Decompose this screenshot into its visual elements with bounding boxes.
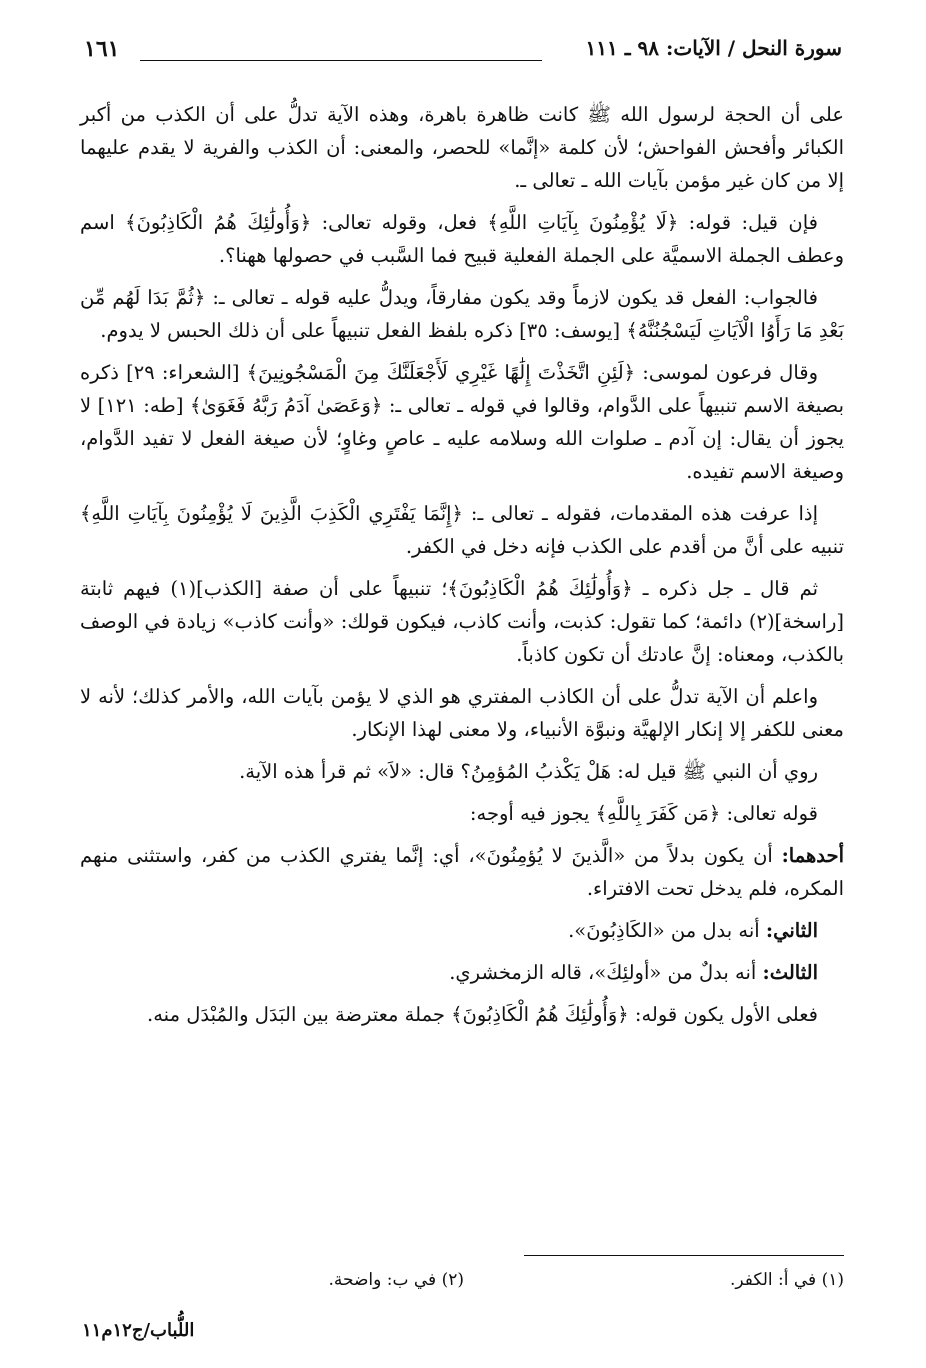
closing-paragraph: فعلى الأول يكون قوله: ﴿وَأُولَٰئِكَ هُمُ الْكَاذِبُونَ﴾ جملة معترضة بين البَدَل والمُبْدَل منه. [147, 1003, 818, 1026]
signature-mark: اللُّباب/ج١٢م١١ [82, 1320, 195, 1341]
paragraph-3: فالجواب: الفعل قد يكون لازماً وقد يكون مفارقاً، ويدلُّ عليه قوله ـ تعالى ـ: ﴿ثُمَّ بَدَا لَهُم مِّن بَعْدِ مَا رَأَوُا الْآيَاتِ لَيَسْجُنُنَّهُ﴾ [يوسف: ٣٥] ذكره بلفظ الفعل تنبيهاً على أن ذلك الحبس لا يدوم. [80, 286, 844, 342]
option-3 [80, 956, 844, 989]
page-header [84, 36, 842, 68]
paragraph-2: فإن قيل: قوله: ﴿لَا يُؤْمِنُونَ بِآيَاتِ اللَّهِ﴾ فعل، وقوله تعالى: ﴿وَأُولَٰئِكَ هُمُ الْكَاذِبُونَ﴾ اسم وعطف الجملة الاسميَّة على الجملة الفعلية قبيح فما السَّبب في حصولها ههنا؟. [80, 211, 844, 267]
paragraph-6: ثم قال ـ جل ذكره ـ ﴿وَأُولَٰئِكَ هُمُ الْكَاذِبُونَ﴾؛ تنبيهاً على أن صفة [الكذب](١) فيهم ثابتة [راسخة](٢) دائمة؛ كما تقول: كذبت، وأنت كاذب، فيكون قولك: «وأنت كاذب» زيادة في الوصف بالكذب، ومعناه: إنَّ عادتك أن تكون كاذباً. [80, 577, 844, 666]
paragraph-7: واعلم أن الآية تدلُّ على أن الكاذب المفتري هو الذي لا يؤمن بآيات الله، والأمر كذلك؛ لأنه لا معنى للكفر إلا إنكار الإلهيَّة ونبوَّة الأنبياء، ولا معنى لهذا الإنكار. [80, 685, 844, 741]
option-2-label: الثاني: [765, 919, 818, 942]
option-2 [80, 914, 844, 947]
option-1 [80, 839, 844, 905]
footnote-2: (٢) في ب: واضحة. [328, 1270, 464, 1290]
page-number: ١٦١ [84, 36, 120, 62]
paragraph-4: وقال فرعون لموسى: ﴿لَئِنِ اتَّخَذْتَ إِلَٰهًا غَيْرِي لَأَجْعَلَنَّكَ مِنَ الْمَسْجُونِينَ﴾ [الشعراء: ٢٩] ذكره بصيغة الاسم تنبيهاً على الدَّوام، وقالوا في قوله ـ تعالى ـ: ﴿وَعَصَىٰ آدَمُ رَبَّهُ فَغَوَىٰ﴾ [طه: ١٢١] لا يجوز أن يقال: إن آدم ـ صلوات الله وسلامه عليه ـ عاصٍ وغاوٍ؛ لأن صيغة الفعل لا تفيد الدَّوام، وصيغة الاسم تفيده. [80, 361, 844, 483]
paragraph-1: على أن الحجة لرسول الله ﷺ كانت ظاهرة باهرة، وهذه الآية تدلُّ على أن الكذب من أكبر الكبائر وأفحش الفواحش؛ لأن كلمة «إنَّما» للحصر، والمعنى: أن الكذب والفرية لا يقدم عليهما إلا من كان غير مؤمن بآيات الله ـ تعالى ـ. [80, 103, 844, 192]
footnote-1: (١) في أ: الكفر. [729, 1270, 844, 1290]
running-title: سورة النحل / الآيات: ٩٨ ـ ١١١ [585, 36, 842, 60]
option-1-label: أحدهما: [781, 844, 844, 867]
header-rule [140, 60, 542, 61]
option-2-text: أنه بدل من «الكَاذِبُونَ». [568, 919, 766, 942]
footnotes [82, 1270, 844, 1300]
main-text [80, 98, 844, 1040]
paragraph-9: قوله تعالى: ﴿مَن كَفَرَ بِاللَّهِ﴾ يجوز فيه أوجه: [469, 802, 818, 825]
footnote-rule [524, 1255, 844, 1256]
option-3-label: الثالث: [762, 961, 818, 984]
paragraph-8: روي أن النبي ﷺ قيل له: هَلْ يَكْذبُ المُؤمِنُ؟ قال: «لاَ» ثم قرأ هذه الآية. [239, 760, 818, 783]
option-1-text: أن يكون بدلاً من «الَّذينَ لا يُؤمِنُونَ»، أي: إنَّما يفتري الكذب من كفر، واستثنى منهم المكره، فلم يدخل تحت الافتراء. [80, 844, 844, 900]
paragraph-5: إذا عرفت هذه المقدمات، فقوله ـ تعالى ـ: ﴿إِنَّمَا يَفْتَرِي الْكَذِبَ الَّذِينَ لَا يُؤْمِنُونَ بِآيَاتِ اللَّهِ﴾ تنبيه على أنَّ من أقدم على الكذب فإنه دخل في الكفر. [80, 502, 844, 558]
option-3-text: أنه بدلٌ من «أولئِكَ»، قاله الزمخشري. [449, 961, 763, 984]
